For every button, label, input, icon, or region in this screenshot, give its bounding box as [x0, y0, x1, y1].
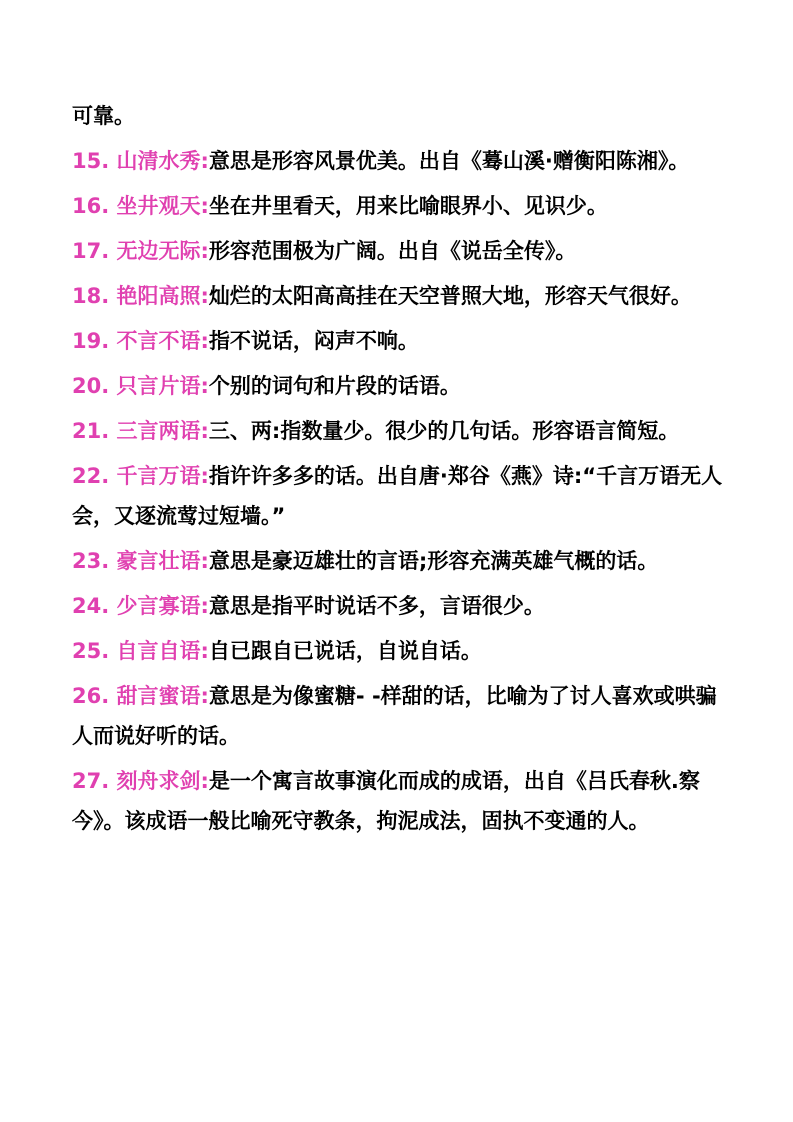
idiom-entry-24: [72, 586, 732, 626]
idiom-term: 23. 豪言壮语:: [72, 549, 209, 573]
idiom-entry-18: [72, 276, 732, 316]
idiom-description: 意思是指平时说话不多，言语很少。: [208, 594, 545, 618]
idiom-entry-25: [72, 631, 732, 671]
idiom-term: 21. 三言两语:: [72, 419, 209, 443]
idiom-term: 22. 千言万语:: [72, 464, 209, 488]
idiom-term: 26. 甜言蜜语:: [72, 684, 209, 708]
idiom-term: 20. 只言片语:: [72, 374, 209, 398]
idiom-entry-19: [72, 321, 732, 361]
idiom-description: 灿烂的太阳高高挂在天空普照大地，形容天气很好。: [208, 284, 692, 308]
idiom-term: 15. 山清水秀:: [72, 149, 209, 173]
idiom-entry-15: [72, 141, 732, 181]
idiom-entry-16: [72, 186, 732, 226]
idiom-entry-22: [72, 456, 732, 536]
idiom-entry-26: [72, 676, 732, 756]
idiom-description: 意思是形容风景优美。出自《蓦山溪·赠衡阳陈湘》。: [208, 149, 690, 173]
idiom-description: 形容范围极为广阔。出自《说岳全传》。: [208, 239, 577, 263]
idiom-term: 17. 无边无际:: [72, 239, 209, 263]
idiom-description: 指许许多多的话。出自唐·郑谷《燕》诗:“千言万语无人会，又逐流莺过短墙。”: [72, 464, 723, 528]
idiom-entry-21: [72, 411, 732, 451]
idiom-term: 19. 不言不语:: [72, 329, 209, 353]
idiom-entry-23: [72, 541, 732, 581]
idiom-term: 27. 刻舟求剑:: [72, 769, 209, 793]
idiom-term: 16. 坐井观天:: [72, 194, 209, 218]
idiom-description: 三、两:指数量少。很少的几句话。形容语言简短。: [208, 419, 680, 443]
continuation-text: 可靠。: [72, 104, 135, 128]
idiom-description: 坐在井里看天，用来比喻眼界小、见识少。: [208, 194, 608, 218]
idiom-description: 指不说话，闷声不响。: [208, 329, 419, 353]
idiom-description: 意思是为像蜜糖- -样甜的话，比喻为了讨人喜欢或哄骗人而说好听的话。: [72, 684, 717, 748]
idiom-entry-20: [72, 366, 732, 406]
idiom-entry-17: [72, 231, 732, 271]
idiom-term: 18. 艳阳高照:: [72, 284, 209, 308]
idiom-term: 25. 自言自语:: [72, 639, 209, 663]
idiom-term: 24. 少言寡语:: [72, 594, 209, 618]
idiom-description: 个别的词句和片段的话语。: [208, 374, 461, 398]
idiom-description: 意思是豪迈雄壮的言语;形容充满英雄气概的话。: [208, 549, 659, 573]
idiom-description: 是一个寓言故事演化而成的成语，出自《吕氏春秋.察今》。该成语一般比喻死守教条，拘泥成法，固执不变通的人。: [72, 769, 700, 833]
idiom-description: 自已跟自已说话，自说自话。: [208, 639, 482, 663]
document-page: [72, 96, 732, 846]
idiom-entry-27: [72, 761, 732, 841]
